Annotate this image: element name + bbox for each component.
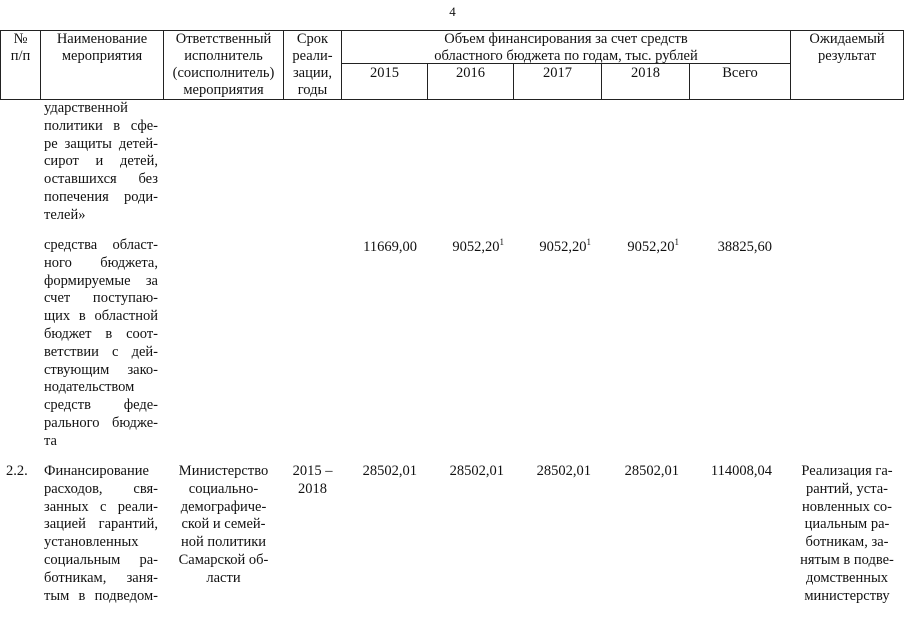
source-value-2018: 9052,20$^1$ [627,237,679,255]
header-year-2018: 2018 [631,65,660,81]
source-value-2015: 11669,00 [363,239,417,255]
item-value-total: 114008,04 [710,463,772,479]
item-value-2015: 28502,01 [362,463,417,479]
header-year-2017: 2017 [543,65,572,81]
item-value-2016: 28502,01 [449,463,504,479]
header-year-2016: 2016 [456,65,485,81]
item-term: 2015 – 2018 [292,463,333,497]
header-name: Наименование мероприятия [56,31,148,64]
item-result: Реализация га- рантий, уста- новленных со- циальным ра- ботникам, за- нятым в подве- домственных министерству [800,463,894,604]
item-responsible: Министерство социально- демографиче- ской и семей- ной политики Самарской об- ласти [178,463,269,586]
source-value-2016: 9052,20$^1$ [452,237,504,255]
source-value-total: 38825,60 [717,239,772,255]
item-value-2018: 28502,01 [624,463,679,479]
continued-name: ударственной политики в сфе- ре защиты детей- сирот и детей, оставшихся без попечения роди- телей» [44,100,158,223]
header-number: № п/п [10,31,31,64]
header-total: Всего [722,65,758,81]
source-name: средства област- ного бюджета, формируемые за счет поступаю- щих в областной бюджет в соот- ветствии с дей- ствующим зако- нодательством средств феде- рального бюдже- та [44,237,158,449]
header-responsible: Ответственный исполнитель (соисполнитель) мероприятия [172,31,275,98]
item-value-2017: 28502,01 [536,463,591,479]
item-number: 2.2. [6,463,28,479]
header-finance: Объем финансирования за счет средств областного бюджета по годам, тыс. рублей [434,31,698,64]
item-name: Финансирование расходов, свя- занных с реали- зацией гарантий, установленных социальным ра- ботникам, заня- тым в подведом- [44,463,158,604]
page-number: 4 [449,4,456,19]
source-value-2017: 9052,20$^1$ [539,237,591,255]
vline [903,30,904,100]
header-result: Ожидаемый результат [809,31,885,64]
header-year-2015: 2015 [370,65,399,81]
header-term: Срок реали- зации, годы [292,31,333,98]
